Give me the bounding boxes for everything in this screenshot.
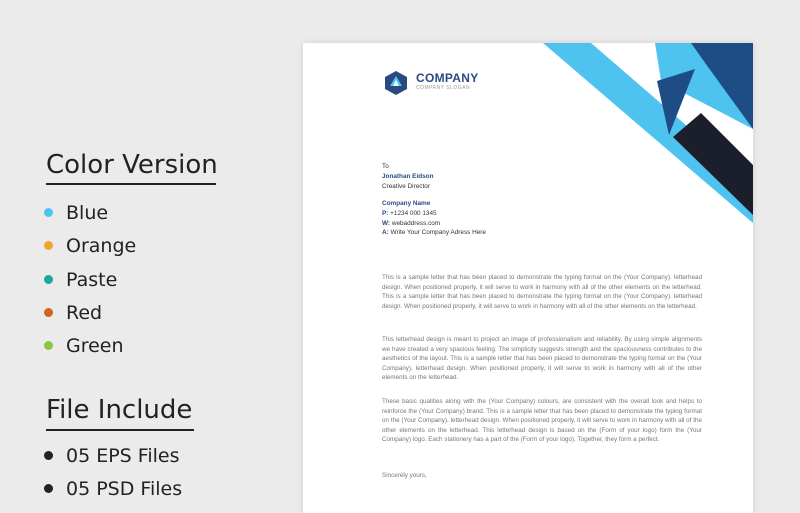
recipient-title: Creative Director [382, 182, 430, 190]
paste-dot-icon [44, 275, 53, 284]
recipient-block [382, 162, 433, 191]
letter-paragraph: This is a sample letter that has been placed to demonstrate the typing format on the (Your Company). letterhead design. When positioned properly, it will serve to work in harmony with all of the other elements on the letterhead. This is a sample letter that has been placed to demonstrate the typing format on the (Your Company). letterhead design. When positioned properly, it will serve to work in harmony with all of the other elements on the letterhead. [382, 274, 702, 310]
file-include-title: File Include [46, 395, 193, 425]
blue-dot-icon [44, 208, 53, 217]
color-item-label: Red [66, 302, 103, 324]
color-item-blue [66, 202, 108, 224]
address-value: Write Your Company Adress Here [390, 229, 486, 237]
file-item-eps [66, 445, 179, 467]
color-item-orange [66, 235, 136, 257]
file-item-psd [66, 478, 182, 500]
web-label: W: [382, 219, 391, 227]
letter-paragraph: This letterhead design is meant to project an image of professionalism and reliability. By using simple alignments we have created a very spacious feeling. The simplicity suggests strength and the spaciousness contributes to the aesthetics of the layout. This is a sample letter that has been placed to demonstrate the typing format on the (Your Company). letterhead design. When positioned properly, it will serve to work in harmony with all of the other elements on the letterhead. [382, 336, 702, 381]
company-logo-icon [383, 70, 409, 96]
recipient-name: Jonathan Eidson [382, 172, 434, 180]
letter-closing: Sincerely yours, [382, 472, 427, 479]
address-label: A: [382, 229, 389, 237]
color-item-label: Blue [66, 202, 109, 224]
file-include-underline [46, 429, 194, 431]
address-line [382, 228, 486, 238]
bullet-icon [44, 484, 53, 493]
color-version-underline [46, 183, 216, 185]
file-item-label: 05 PSD Files [66, 478, 183, 500]
red-dot-icon [44, 308, 53, 317]
phone-value: +1234 000 1345 [390, 209, 437, 217]
phone-line [382, 209, 486, 219]
company-name: COMPANY [416, 71, 479, 85]
to-label: To [382, 163, 389, 170]
green-dot-icon [44, 341, 53, 350]
sender-block [382, 199, 486, 238]
color-item-green [66, 335, 124, 357]
color-item-label: Green [66, 335, 124, 357]
color-item-red [66, 302, 102, 324]
phone-label: P: [382, 209, 389, 217]
web-value: webaddress.com [391, 219, 441, 227]
corner-ribbon-graphic [543, 43, 753, 223]
web-line [382, 219, 486, 229]
letterhead-page [303, 43, 753, 513]
orange-dot-icon [44, 241, 53, 250]
color-item-label: Orange [66, 235, 137, 257]
file-item-label: 05 EPS Files [66, 445, 180, 467]
letter-paragraph: These basic qualities along with the (Your Company) colours, are consistent with the overall look and helps to reinforce the (Your Company) brand. This is a sample letter that has been placed to demonstrate the typing format on the (Your Company). letterhead design. When positioned properly, it will serve to work in harmony with all of the other elements on the letterhead. This letterhead design is based on the (Form of your logo) form the (Your Company) logo. Each stationery has a part of the (Form of your logo). Together, they form a perfect. [382, 398, 702, 443]
color-item-label: Paste [66, 269, 118, 291]
color-version-title: Color Version [46, 150, 218, 180]
color-item-paste [66, 269, 117, 291]
company-slogan: COMPANY SLOGAN [416, 85, 471, 91]
bullet-icon [44, 451, 53, 460]
sender-company: Company Name [382, 200, 431, 207]
